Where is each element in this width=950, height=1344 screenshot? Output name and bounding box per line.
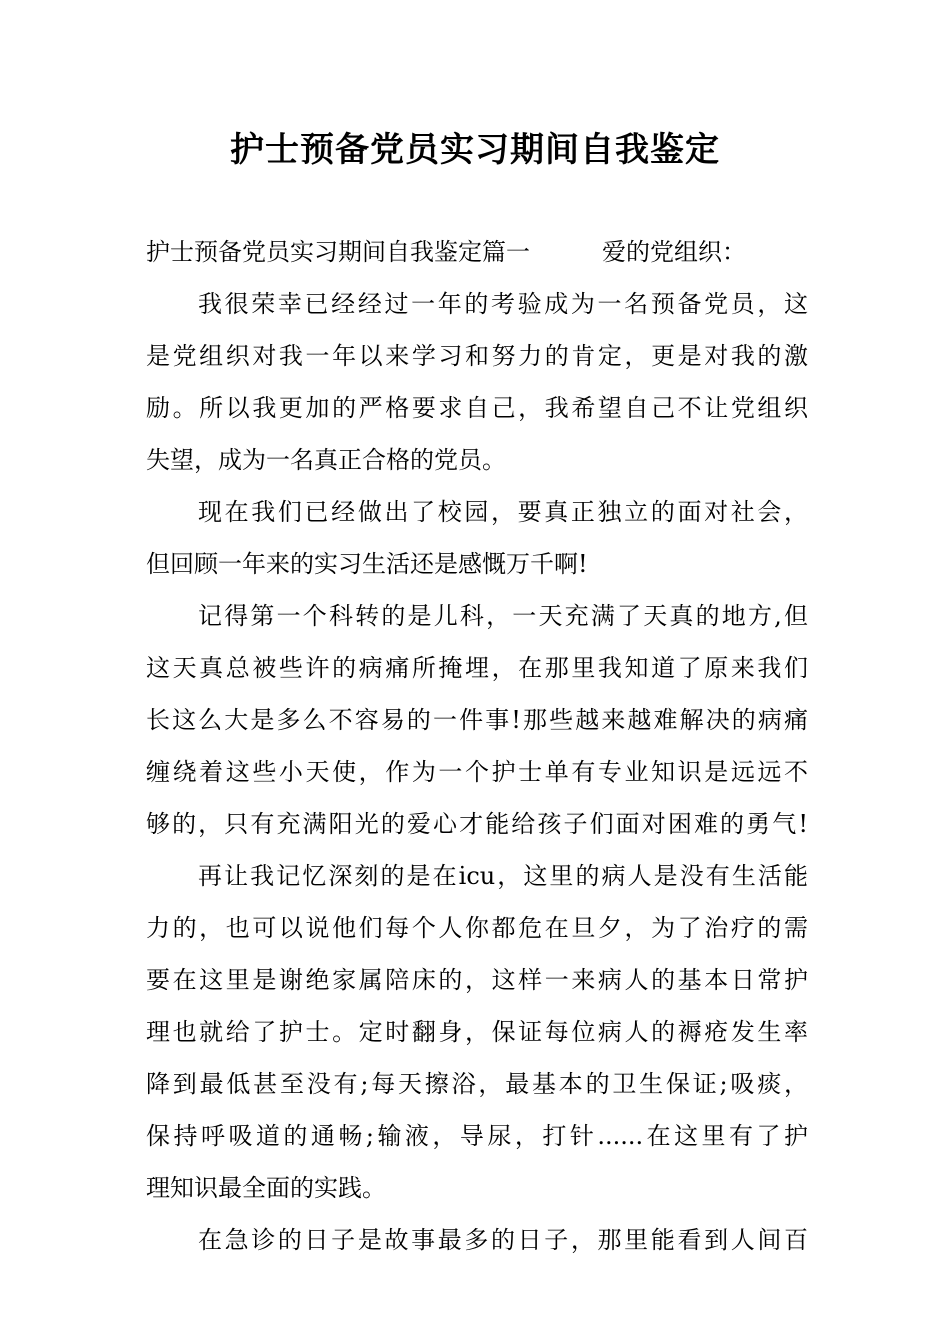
text-line: 现在我们已经做出了校园，要真正独立的面对社会，: [198, 498, 808, 526]
document-body: [146, 226, 808, 1266]
text-line: 要在这里是谢绝家属陪床的，这样一来病人的基本日常护: [146, 966, 808, 994]
text-line: 是党组织对我一年以来学习和努力的肯定，更是对我的激: [146, 342, 808, 370]
page-title: 护士预备党员实习期间自我鉴定: [230, 130, 720, 170]
text-line: 再让我记忆深刻的是在icu，这里的病人是没有生活能: [198, 862, 808, 890]
text-line: 力的，也可以说他们每个人你都危在旦夕，为了治疗的需: [146, 914, 808, 942]
text-line: 这天真总被些许的病痛所掩埋，在那里我知道了原来我们: [146, 654, 808, 682]
text-line: 励。所以我更加的严格要求自己，我希望自己不让党组织: [146, 394, 808, 422]
text-line: 我很荣幸已经经过一年的考验成为一名预备党员，这: [198, 290, 808, 318]
text-line: 记得第一个科转的是儿科，一天充满了天真的地方,但: [198, 602, 808, 630]
heading-line-row: [146, 226, 808, 278]
salutation: 爱的党组织：: [602, 238, 746, 266]
text-line: 降到最低甚至没有;每天擦浴，最基本的卫生保证;吸痰，: [146, 1070, 808, 1098]
paragraph-lines: [146, 278, 808, 1266]
text-line: 够的，只有充满阳光的爱心才能给孩子们面对困难的勇气!: [146, 810, 808, 838]
text-line: 理知识最全面的实践。: [146, 1174, 386, 1202]
text-line: 但回顾一年来的实习生活还是感慨万千啊!: [146, 550, 588, 578]
text-line: 失望，成为一名真正合格的党员。: [146, 446, 506, 474]
section-heading: 护士预备党员实习期间自我鉴定篇一: [146, 238, 530, 266]
text-line: 长这么大是多么不容易的一件事!那些越来越难解决的病痛: [146, 706, 808, 734]
text-line: 缠绕着这些小天使，作为一个护士单有专业知识是远远不: [146, 758, 808, 786]
text-line: 在急诊的日子是故事最多的日子，那里能看到人间百: [198, 1226, 808, 1254]
text-line: 保持呼吸道的通畅;输液，导尿，打针......在这里有了护: [146, 1122, 808, 1150]
text-line: 理也就给了护士。定时翻身，保证每位病人的褥疮发生率: [146, 1018, 808, 1046]
